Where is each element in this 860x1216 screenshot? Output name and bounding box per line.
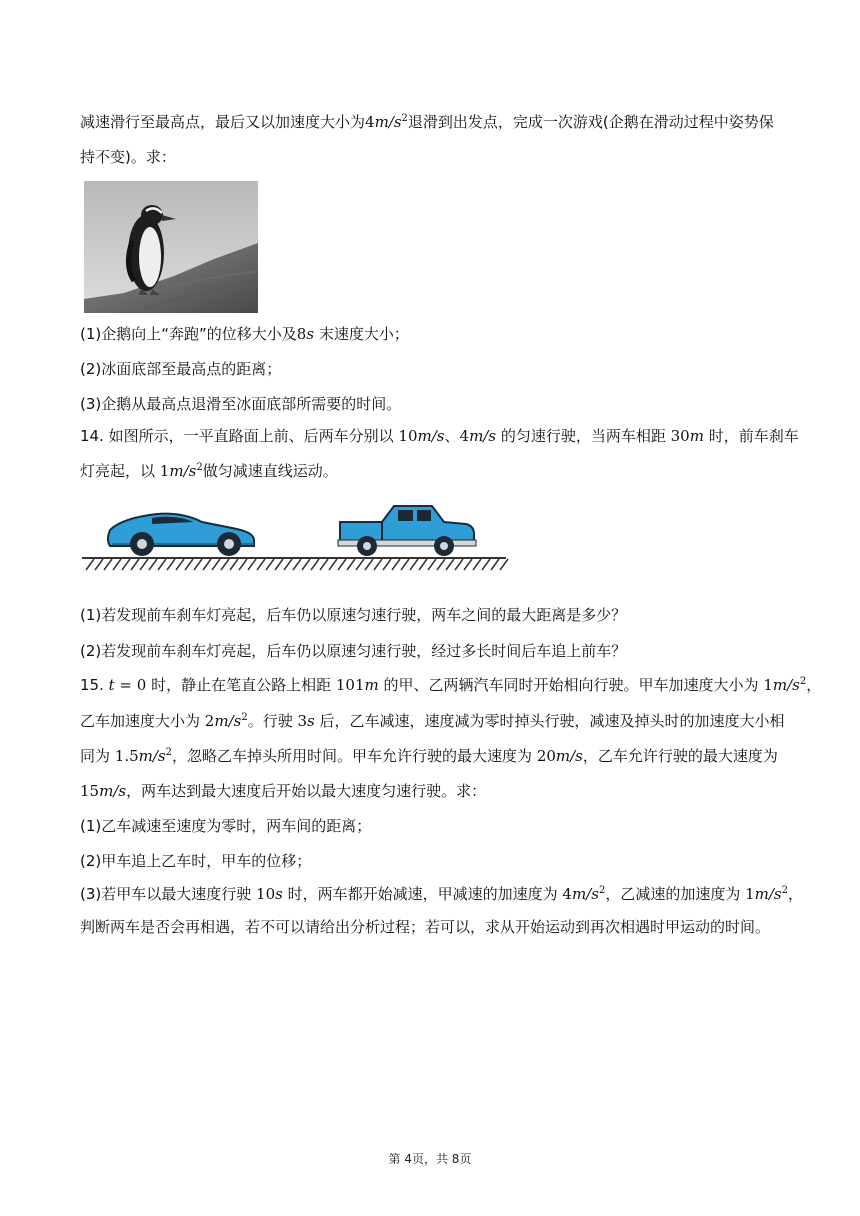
q13-part-3: (3)企鹅从最高点退滑至冰面底部所需要的时间。 <box>80 395 402 413</box>
text-segment: 时，静止在笔直公路上相距 <box>151 676 332 694</box>
unit: m/s <box>138 747 166 765</box>
unit: m/s <box>772 676 800 694</box>
q15-part-1: (1)乙车减速至速度为零时，两车间的距离； <box>80 817 372 835</box>
q15-line-1 <box>80 674 821 696</box>
unit: s <box>307 712 315 730</box>
text-segment: 时，前车刹车 <box>708 427 799 445</box>
unit: m <box>364 676 379 694</box>
value: 15 <box>80 782 100 800</box>
text-segment: ， <box>788 885 804 903</box>
unit: m/s <box>99 782 127 800</box>
exponent: 2 <box>401 113 408 124</box>
value: 10 <box>256 885 276 903</box>
page-footer: 第 4页，共 8页 <box>388 1152 472 1166</box>
text-segment: 灯亮起，以 <box>80 462 156 480</box>
text-segment: (3)若甲车以最大速度行驶 <box>80 885 252 903</box>
penguin-photo <box>84 181 258 313</box>
q14-line-2 <box>80 460 338 482</box>
text-line-1 <box>80 111 774 133</box>
text-segment: 。行驶 <box>247 712 293 730</box>
text-segment: ，乙车允许行驶的最大速度为 <box>582 747 778 765</box>
value: = 0 <box>114 676 147 694</box>
text-segment: 退滑到出发点，完成一次游戏(企鹅在滑动过程中姿势保 <box>407 113 774 131</box>
unit: m/s <box>374 113 402 131</box>
unit: m/s <box>469 427 497 445</box>
q15-part-3-cont: 判断两车是否会再相遇，若不可以请给出分析过程；若可以，求从开始运动到再次相遇时甲运动的时间。 <box>80 918 771 936</box>
unit: s <box>306 325 315 343</box>
value: 4 <box>562 885 572 903</box>
unit: m/s <box>417 427 445 445</box>
q15-part-2: (2)甲车追上乙车时，甲车的位移； <box>80 852 312 870</box>
unit: m/s <box>169 462 197 480</box>
value: 1 <box>763 676 773 694</box>
q13-part-1 <box>80 323 409 345</box>
q14-part-2: (2)若发现前车刹车灯亮起，后车仍以原速匀速行驶，经过多长时间后车追上前车？ <box>80 642 627 660</box>
unit: m <box>689 427 704 445</box>
unit: m/s <box>571 885 599 903</box>
value: 2 <box>204 712 215 730</box>
text-line-2: 持不变)。求： <box>80 148 176 166</box>
value: 101 <box>335 676 365 694</box>
unit: m/s <box>754 885 782 903</box>
text-segment: 的甲、乙两辆汽车同时开始相向行驶。甲车加速度大小为 <box>383 676 759 694</box>
text-segment: 减速滑行至最高点，最后又以加速度大小为 <box>80 113 366 131</box>
rear-car-icon <box>108 514 254 556</box>
text-segment: 末速度大小； <box>318 325 409 343</box>
cars-illustration <box>82 500 510 576</box>
value: 3 <box>297 712 308 730</box>
value: 1 <box>745 885 755 903</box>
exponent: 2 <box>598 885 606 896</box>
cars-figure <box>82 500 510 576</box>
ground-hatching <box>82 558 508 570</box>
text-segment: ，乙减速的加速度为 <box>605 885 741 903</box>
value: 4 <box>365 113 375 131</box>
q13-part-2: (2)冰面底部至最高点的距离； <box>80 360 282 378</box>
text-segment: 、 <box>444 427 460 445</box>
text-segment: ， <box>806 676 822 694</box>
value: 20 <box>536 747 556 765</box>
text-segment: (1)企鹅向上“奔跑”的位移大小及 <box>80 325 297 343</box>
exponent: 2 <box>799 676 807 687</box>
penguin-illustration <box>84 181 258 313</box>
front-car-icon <box>338 506 476 556</box>
q14-part-1: (1)若发现前车刹车灯亮起，后车仍以原速匀速行驶，两车之间的最大距离是多少？ <box>80 606 627 624</box>
exponent: 2 <box>165 747 173 758</box>
text-segment: 后，乙车减速，速度减为零时掉头行驶，减速及掉头时的加速度大小相 <box>319 712 785 730</box>
exponent: 2 <box>196 462 203 473</box>
q15-line-3 <box>80 745 778 767</box>
q15-part-3 <box>80 883 803 905</box>
value: 1 <box>159 462 170 480</box>
value: 4 <box>459 427 470 445</box>
q15-line-4 <box>80 780 486 802</box>
text-segment: 乙车加速度大小为 <box>80 712 201 730</box>
value: 8 <box>296 325 307 343</box>
exponent: 2 <box>781 885 789 896</box>
variable: t <box>108 676 115 694</box>
unit: m/s <box>214 712 242 730</box>
text-segment: 15. <box>80 676 109 694</box>
text-segment: 14. 如图所示，一平直路面上前、后两车分别以 <box>80 427 394 445</box>
exponent: 2 <box>241 712 248 723</box>
unit: s <box>275 885 283 903</box>
value: 1.5 <box>114 747 139 765</box>
value: 30 <box>670 427 690 445</box>
value: 10 <box>398 427 418 445</box>
q14-line-1 <box>80 425 799 447</box>
text-segment: ，两车达到最大速度后开始以最大速度匀速行驶。求： <box>126 782 487 800</box>
text-segment: 同为 <box>80 747 111 765</box>
text-segment: 的匀速行驶，当两车相距 <box>500 427 666 445</box>
text-segment: 时，两车都开始减速，甲减速的加速度为 <box>287 885 558 903</box>
text-segment: ，忽略乙车掉头所用时间。甲车允许行驶的最大速度为 <box>172 747 533 765</box>
unit: m/s <box>555 747 583 765</box>
text-segment: 做匀减速直线运动。 <box>202 462 338 480</box>
q15-line-2 <box>80 710 785 732</box>
